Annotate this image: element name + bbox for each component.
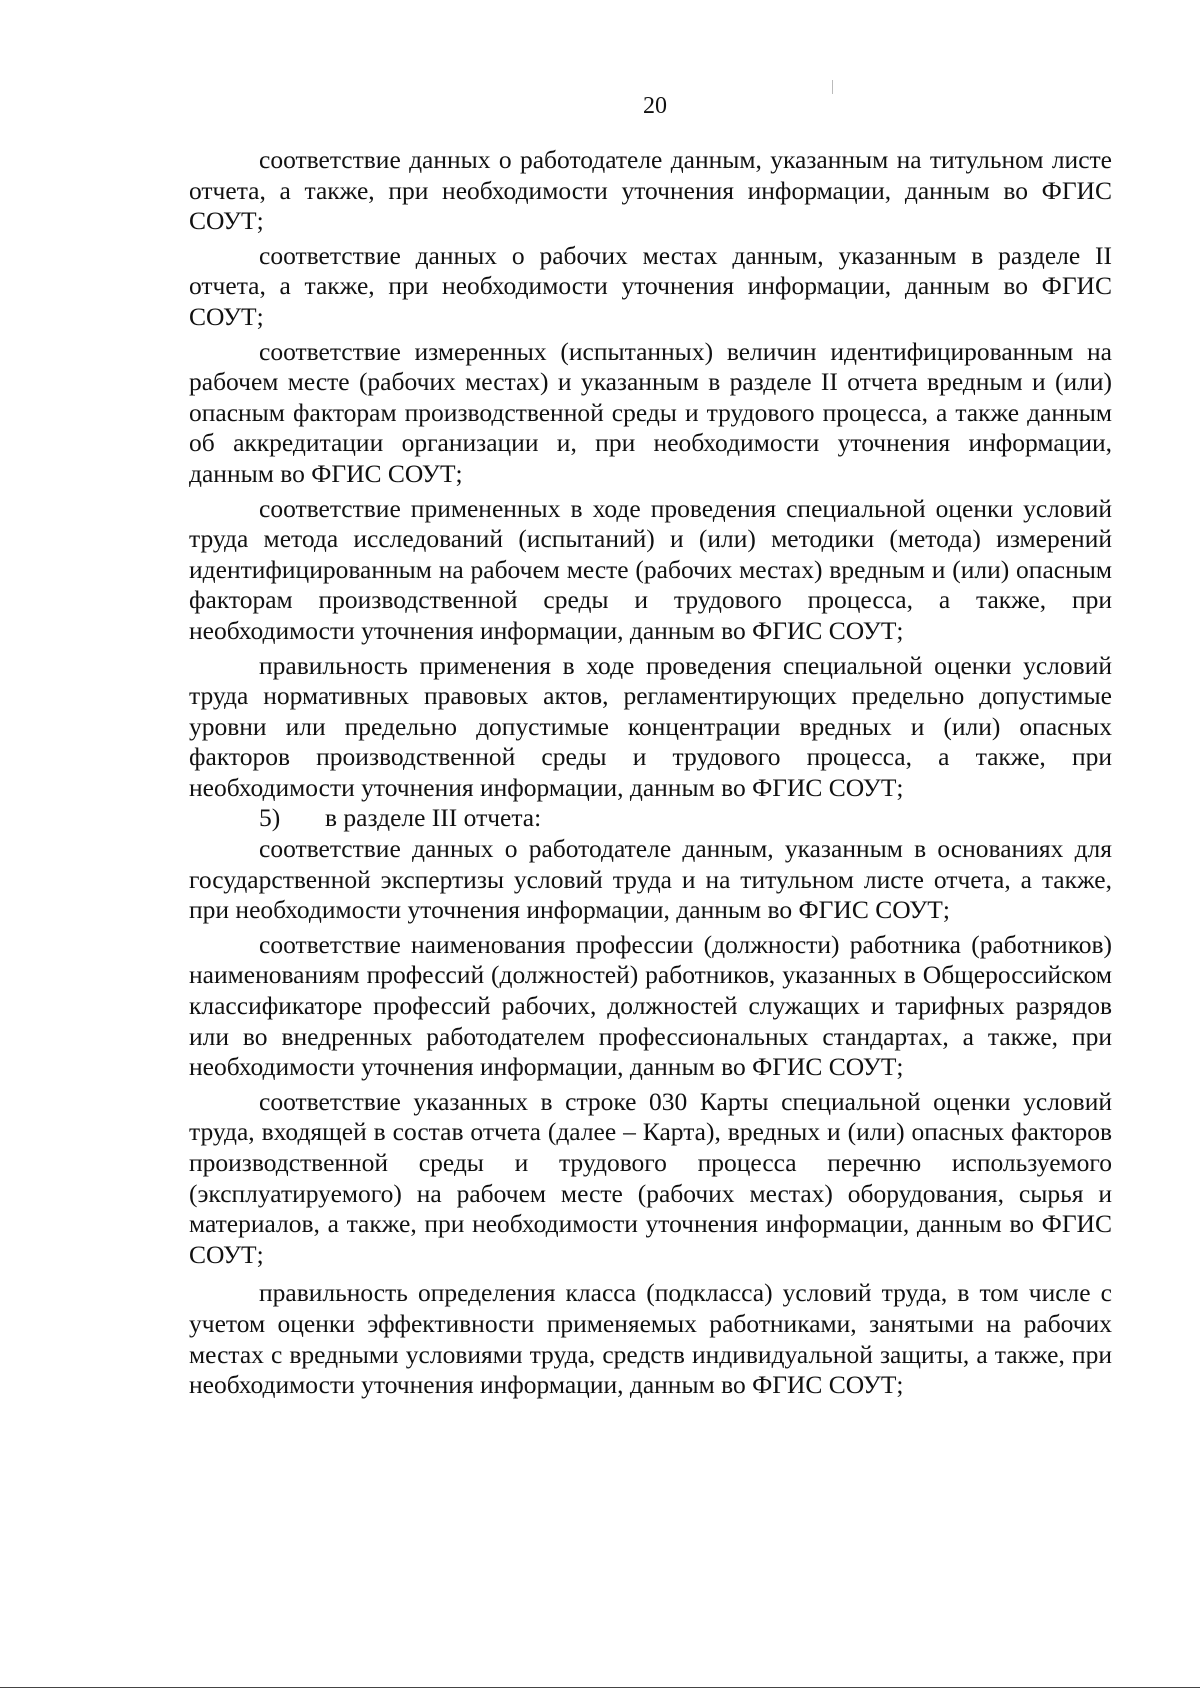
list-item-section-3	[189, 803, 1112, 834]
document-body	[189, 145, 1112, 1405]
bottom-border-line	[0, 1687, 1200, 1688]
paragraph-profession-names: соответствие наименования профессии (должности) работника (работников) наименованиям профессий (должностей) работников, указанных в Общероссийском классификаторе профессий рабочих, должностей служащих и тарифных разрядов или во внедренных работодателем профессиональных стандартах, а также, при необходимости уточнения информации, данным во ФГИС СОУТ;	[189, 929, 1112, 1082]
paragraph-measured-values: соответствие измеренных (испытанных) величин идентифицированным на рабочем месте (рабочих местах) и указанным в разделе II отчета вредным и (или) опасным факторам производственной среды и трудового процесса, а также данным об аккредитации организации и, при необходимости уточнения информации, данным во ФГИС СОУТ;	[189, 336, 1112, 488]
paragraph-class-determination: правильность определения класса (подкласса) условий труда, в том числе с учетом оценки эффективности применяемых работниками, занятыми на рабочих местах с вредными условиями труда, средств индивидуальной защиты, а также, при необходимости уточнения информации, данным во ФГИС СОУТ;	[189, 1278, 1112, 1400]
list-item-number: 5)	[259, 803, 281, 833]
paragraph-normative-acts: правильность применения в ходе проведения специальной оценки условий труда нормативных правовых актов, регламентирующих предельно допустимые уровни или предельно допустимые концентрации вредных и (или) опасных факторов производственной среды и трудового процесса, а также, при необходимости уточнения информации, данным во ФГИС СОУТ;	[189, 650, 1112, 802]
page-number: 20	[643, 93, 667, 119]
list-item-text: в разделе III отчета:	[325, 803, 542, 833]
paragraph-research-methods: соответствие примененных в ходе проведения специальной оценки условий труда метода исследований (испытаний) и (или) методики (метода) измерений идентифицированным на рабочем месте (рабочих местах) вредным и (или) опасным факторам производственной среды и трудового процесса, а также, при необходимости уточнения информации, данным во ФГИС СОУТ;	[189, 493, 1112, 645]
paragraph-line-030-factors: соответствие указанных в строке 030 Карты специальной оценки условий труда, входящей в состав отчета (далее – Карта), вредных и (или) опасных факторов производственной среды и трудового процесса перечню используемого (эксплуатируемого) на рабочем месте (рабочих местах) оборудования, сырья и материалов, а также, при необходимости уточнения информации, данным во ФГИС СОУТ;	[189, 1086, 1112, 1269]
paragraph-employer-data-title-sheet: соответствие данных о работодателе данным, указанным на титульном листе отчета, а также, при необходимости уточнения информации, данным во ФГИС СОУТ;	[189, 145, 1112, 236]
paragraph-employer-data-grounds: соответствие данных о работодателе данным, указанным в основаниях для государственной экспертизы условий труда и на титульном листе отчета, а также, при необходимости уточнения информации, данным во ФГИС СОУТ;	[189, 834, 1112, 925]
paragraph-workplace-data-section-2: соответствие данных о рабочих местах данным, указанным в разделе II отчета, а также, при необходимости уточнения информации, данным во ФГИС СОУТ;	[189, 240, 1112, 331]
